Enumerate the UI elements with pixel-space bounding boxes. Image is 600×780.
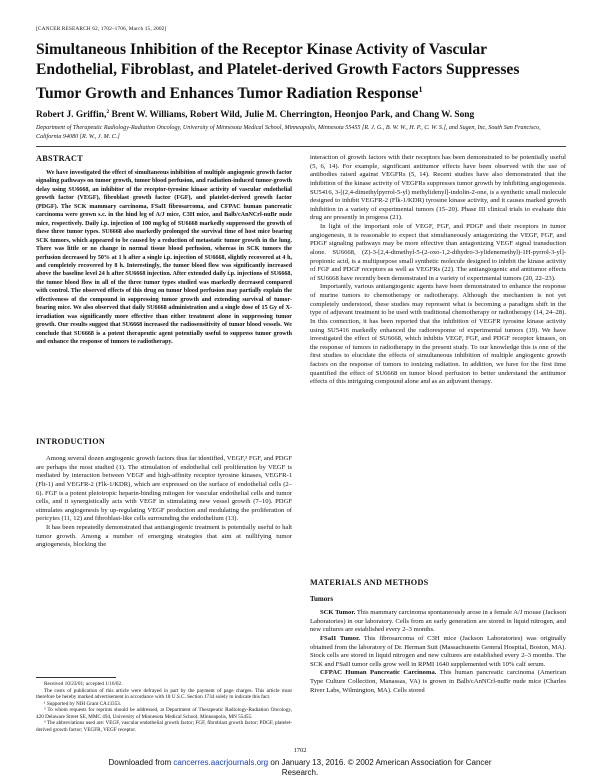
right-column [310,154,566,387]
article-title [36,40,566,104]
title-footnote-mark: 1 [418,85,423,94]
running-head: [CANCER RESEARCH 62, 1702–1706, March 15, 2002] [36,26,167,32]
download-prefix: Downloaded from [108,758,174,767]
cfpac-paragraph [310,669,566,695]
tumors-subheading: Tumors [310,595,334,603]
abstract-heading: ABSTRACT [36,154,83,163]
footnote-1: ¹ Supported by NIH Grant CA13353. [44,700,122,707]
sck-text: This mammary carcinoma spontaneously arose in a female A/J mouse (Jackson Laboratories) in our laboratory. Cells from an early generation are stored in liquid nitrogen, and new cultures are established every 2–3 months. [310,609,566,634]
right-paragraph-2: In light of the important role of VEGF, FGF, and PDGF and their receptors in tumor angiogenesis, it is reasonable to expect that simultaneously antagonizing the VEGF, FGF, and PDGF signaling pathways may be more effective than antagonizing VEGF signal transduction alone. SU6668, (Z)-3-[2,4-dimethyl-5-(2-oxo-1,2-dihydro-3-ylidenemethyl)-1H-pyrrol-3-yl]-propionic acid, is a multipurpose small synthetic molecule designed to inhibit the kinase activity of FGF and PDGF receptors as well as VEGFRs (22). The antiangiogenic and antitumor effects of SU6668 have recently been demonstrated in a variety of experimental tumors (20, 22–23). [310,223,566,282]
affiliation: Department of Therapeutic Radiology-Radiation Oncology, University of Minnesota Medical School, Minneapolis, Minnesota 55455 [R. J. G., B. W. W., H. P., C. W. S.], and Sugen, Inc, South San Francisco, California 94080 [R. W., J. M. C.] [36,125,541,140]
methods-section [310,578,566,695]
introduction-section [36,437,292,550]
author-list [36,109,474,120]
author-footnote-mark: 2 [106,109,110,115]
header-divider [36,146,566,147]
download-line-2: Research. [281,768,319,777]
footnote-divider [36,677,116,678]
methods-heading: MATERIALS AND METHODS [310,578,429,587]
abstract-text: We have investigated the effect of simultaneous inhibition of multiple angiogenic growth factor signaling pathways on tumor growth, tumor blood perfusion, and radiation-induced tumor-growth delay using SU6668, an inhibitor of the receptor-tyrosine kinase activity of vascular endothelial growth factor (VEGF), fibroblast growth factor (FGF), and platelet-derived growth factor (PDGF). The SCK mammary carcinoma, FSaII fibrosarcoma, and CFPAC human pancreatic carcinoma were grown s.c. in the hind leg of A/J mice, C3H mice, and Balb/cAnNCrl-nuBr nude mice, respectively. Daily i.p. injection of 100 mg/kg of SU6668 markedly suppressed the growth of these three tumor types. SU6668 also markedly prolonged the survival time of host mice bearing SCK tumors, which appeared to be caused by a reduction of metastatic tumor growth in the lung. There was little or no change in normal tissue blood perfusion, whereas in SCK tumors the perfusion decreased by 50% at 1 h after a single i.p. injection of SU6668, slightly recovered at 4 h, and completely recovered by 8 h. Interestingly, the tumor blood flow was significantly increased above the baseline level 24 h after SU6668 injection. After extended daily i.p. injections of SU6668, the tumor blood flow in all of the three tumor types studied was markedly decreased compared with control. The observed effects of this drug on tumor blood perfusion may partially explain the effectiveness of the compound in suppressing tumor growth and extending survival of tumor-bearing mice. We also observed that daily SU6668 administration and a single dose of 15 Gy of X-irradiation was significantly more effective than either treatment alone in suppressing tumor growth. Our results suggest that SU6668 increased the radiosensitivity of tumor blood vessels. We conclude that SU6668 is a potent therapeutic agent potentially useful to suppress tumor growth and enhance the response of tumors to radiotherapy. [36,170,292,346]
journal-link[interactable]: cancerres.aacrjournals.org [173,758,269,767]
title-text: Simultaneous Inhibition of the Receptor Kinase Activity of Vascular Endothelial, Fibroblast, and Platelet-derived Growth Factors Suppresses Tumor Growth and Enhances Tumor Radiation Response [36,41,520,103]
fsa-text: This fibrosarcoma of C3H mice (Jackson Laboratories) was originally obtained from the laboratory of Dr. Herman Suit (Massachusetts General Hospital, Boston, MA). Stock cells are stored in liquid nitrogen and new cultures are established every 2–3 months. The SCK and FSaII tumor cells grow well in RPMI 1640 supplemented with 10% calf serum. [310,634,567,668]
page-number: 1702 [293,747,307,754]
left-column [36,154,292,347]
cfpac-text: This human pancreatic carcinoma (American Type Culture Collection, Manassas, VA) is grown in Balb/cAnNCrl-nuBr nude mice (Charles River Labs, Wilmington, MA). Cells stored [310,669,567,694]
intro-paragraph-2: It has been repeatedly demonstrated that antiangiogenic treatment is potentially useful to halt tumor growth. Among a number of emerging strategies that aim at nullifying tumor angiogenesis, blocking the [36,524,292,549]
sck-run-in-head: SCK Tumor. [320,609,356,616]
fsa-run-in-head: FSaII Tumor. [320,634,361,642]
download-notice [0,758,600,778]
cfpac-run-in-head: CFPAC Human Pancreatic Carcinoma. [320,669,437,677]
intro-paragraph-1: Among several dozen angiogenic growth factors thus far identified, VEGF,³ FGF, and PDGF are perhaps the most studied (1). The stimulation of endothelial cell proliferation by VEGF is mediated by interaction between VEGF and high-affinity receptor tyrosine kinases, VEGFR-1 (Flt-1) and VEGFR-2 (Flk-1/KDR), which are expressed on the surface of endothelial cells (2–6). FGF is a potent pleiotropic heparin-binding mitogen for vascular endothelial cells and tumor cells, and it synergistically acts with VEGF in stimulating new vessel growth (7–10). PDGF stimulates angiogenesis by up-regulating VEGF production and modulating the proliferation of pericytes (11, 12) and fibroblast-like cells surrounding the endothelium (13). [36,455,292,523]
fsa-paragraph [310,635,566,670]
footnote-3: ³ The abbreviations used are: VEGF, vascular endothelial growth factor; FGF, fibroblast growth factor; PDGF, platelet-derived growth factor; VEGFR, VEGF receptor. [36,720,292,733]
footnote-costs: The costs of publication of this article were defrayed in part by the payment of page charges. This article must therefore be hereby marked advertisement in accordance with 18 U.S.C. Section 1734 solely to indicate this fact. [36,687,292,701]
sck-paragraph [310,609,566,635]
introduction-heading: INTRODUCTION [36,437,106,446]
first-author: Robert J. Griffin, [36,110,107,121]
footnotes [36,681,292,733]
footnote-2: ² To whom requests for reprints should be addressed, at Department of Therapeutic Radiology-Radiation Oncology, 420 Delaware Street SE, MMC 494, University of Minnesota Medical School, Minneapolis, MN 55455. [36,707,292,720]
footnote-received: Received 10/23/01; accepted 1/16/02. [44,681,123,687]
right-paragraph-3: Importantly, various antiangiogenic agents have been demonstrated to enhance the response of murine tumors to chemotherapy or radiotherapy. Although the mechanism is not yet completely understood, these studies may represent what is becoming a paradigm shift in the type of adjuvant treatment to be used with traditional chemotherapy or radiotherapy (14, 24–28). In this connection, it has been reported that the inhibition of VEGFR tyrosine kinase activity using SU5416 markedly enhanced the radioresponse of experimental tumors (19). We have investigated the effect of SU6668, which inhibits VEGF, FGF, and PDGF receptor kinases, on the response of tumors to radiotherapy in the present study. To our knowledge this is one of the first studies to elucidate the effects of simultaneous inhibition of multiple angiogenic growth factors on the response of tumors to ionizing radiation. In addition, we have for the first time quantified the effect of SU6668 on tumor blood perfusion to better understand the antitumor effects of this intriguing compound alone and as an adjuvant therapy. [310,283,566,386]
other-authors: Brent W. Williams, Robert Wild, Julie M. Cherrington, Heonjoo Park, and Chang W. Song [109,110,475,121]
right-paragraph-1: interaction of growth factors with their receptors has been demonstrated to be potentially useful (5, 6, 14). For example, significant antitumor effects have been observed with the use of antibodies raised against VEGFRs (5, 14). Recent studies have also demonstrated that the inhibition of the kinase activity of VEGFRs suppresses tumor growth by inhibiting angiogenesis. SU5416, 3-[(2,4-dimethylpyrrol-5-yl) methylidenyl]-indolin-2-one, is a synthetic small molecule designed to inhibit VEGFR-2 (Flk-1/KDR) tyrosine kinase activity, and it causes marked growth inhibition in a variety of experimental tumors (15–20). Phase III clinical trials to evaluate this drug are presently in progress (21). [310,154,567,222]
download-suffix: on January 13, 2016. © 2002 American Association for Cancer [268,758,492,767]
